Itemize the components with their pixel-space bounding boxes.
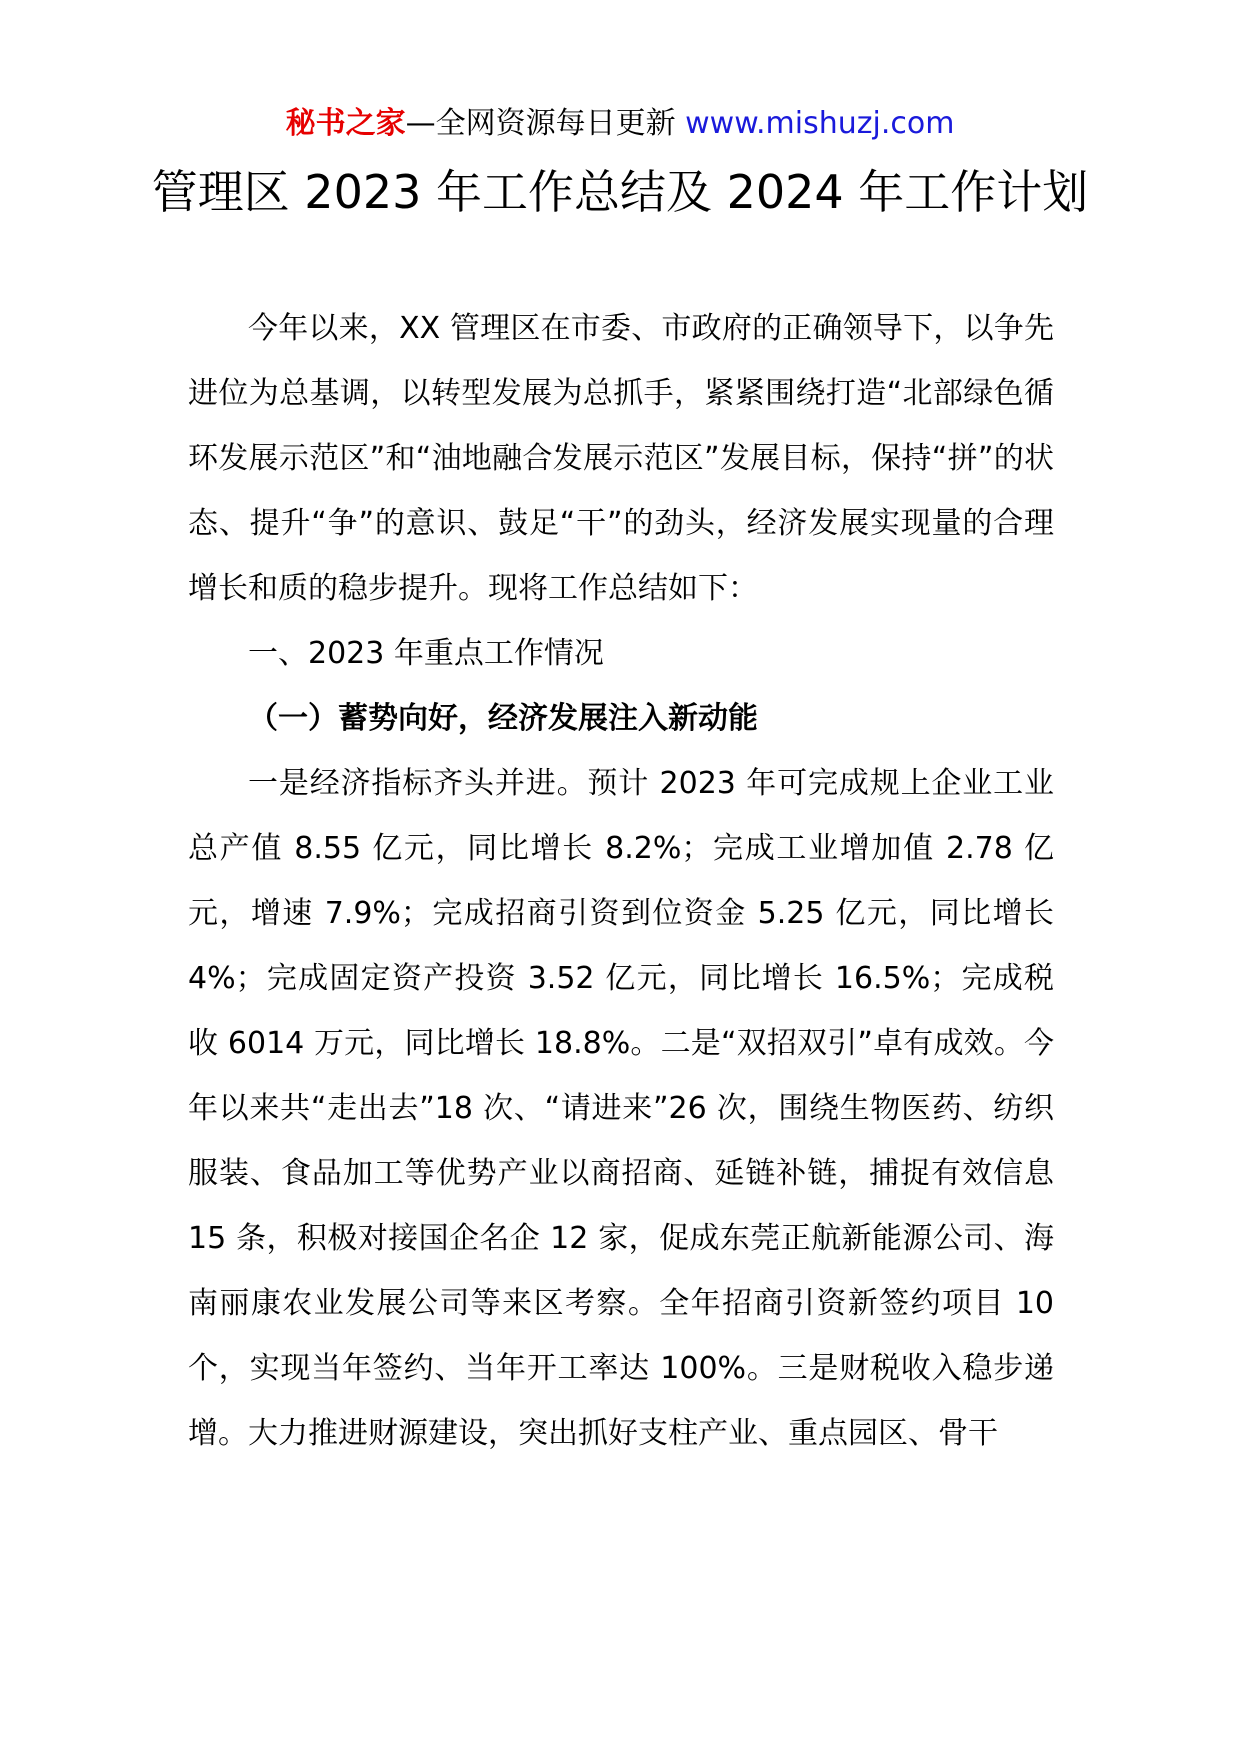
intro-paragraph: 今年以来，XX 管理区在市委、市政府的正确领导下，以争先进位为总基调，以转型发展为总抓手，紧紧围绕打造“北部绿色循环发展示范区”和“油地融合发展示范区”发展目标，保持“拼”的状态、提升“争”的意识、鼓足“干”的劲头，经济发展实现量的合理增长和质的稳步提升。现将工作总结如下： (188, 311, 1054, 606)
document-body (188, 296, 1054, 1466)
site-url-link[interactable]: www.mishuzj.com (685, 106, 955, 141)
section-heading: 一、2023 年重点工作情况 (248, 636, 604, 671)
site-banner (0, 104, 1240, 144)
site-brand: 秘书之家 (285, 106, 406, 141)
document-title: 管理区 2023 年工作总结及 2024 年工作计划 (151, 165, 1089, 219)
subsection-heading: （一）蓄势向好，经济发展注入新动能 (248, 701, 758, 736)
site-slogan: —全网资源每日更新 (405, 106, 686, 141)
body-paragraph: 一是经济指标齐头并进。预计 2023 年可完成规上企业工业总产值 8.55 亿元，同比增长 8.2%；完成工业增加值 2.78 亿元，增速 7.9%；完成招商引资到位资金 5.25 亿元，同比增长 4%；完成固定资产投资 3.52 亿元，同比增长 16.5%；完成税收 6014 万元，同比增长 18.8%。二是“双招双引”卓有成效。今年以来共“走出去”18 次、“请进来”26 次，围绕生物医药、纺织服装、食品加工等优势产业以商招商、延链补链，捕捉有效信息 15 条，积极对接国企名企 12 家，促成东莞正航新能源公司、海南丽康农业发展公司等来区考察。全年招商引资新签约项目 10 个，实现当年签约、当年开工率达 100%。三是财税收入稳步递增。大力推进财源建设，突出抓好支柱产业、重点园区、骨干 (188, 766, 1054, 1451)
